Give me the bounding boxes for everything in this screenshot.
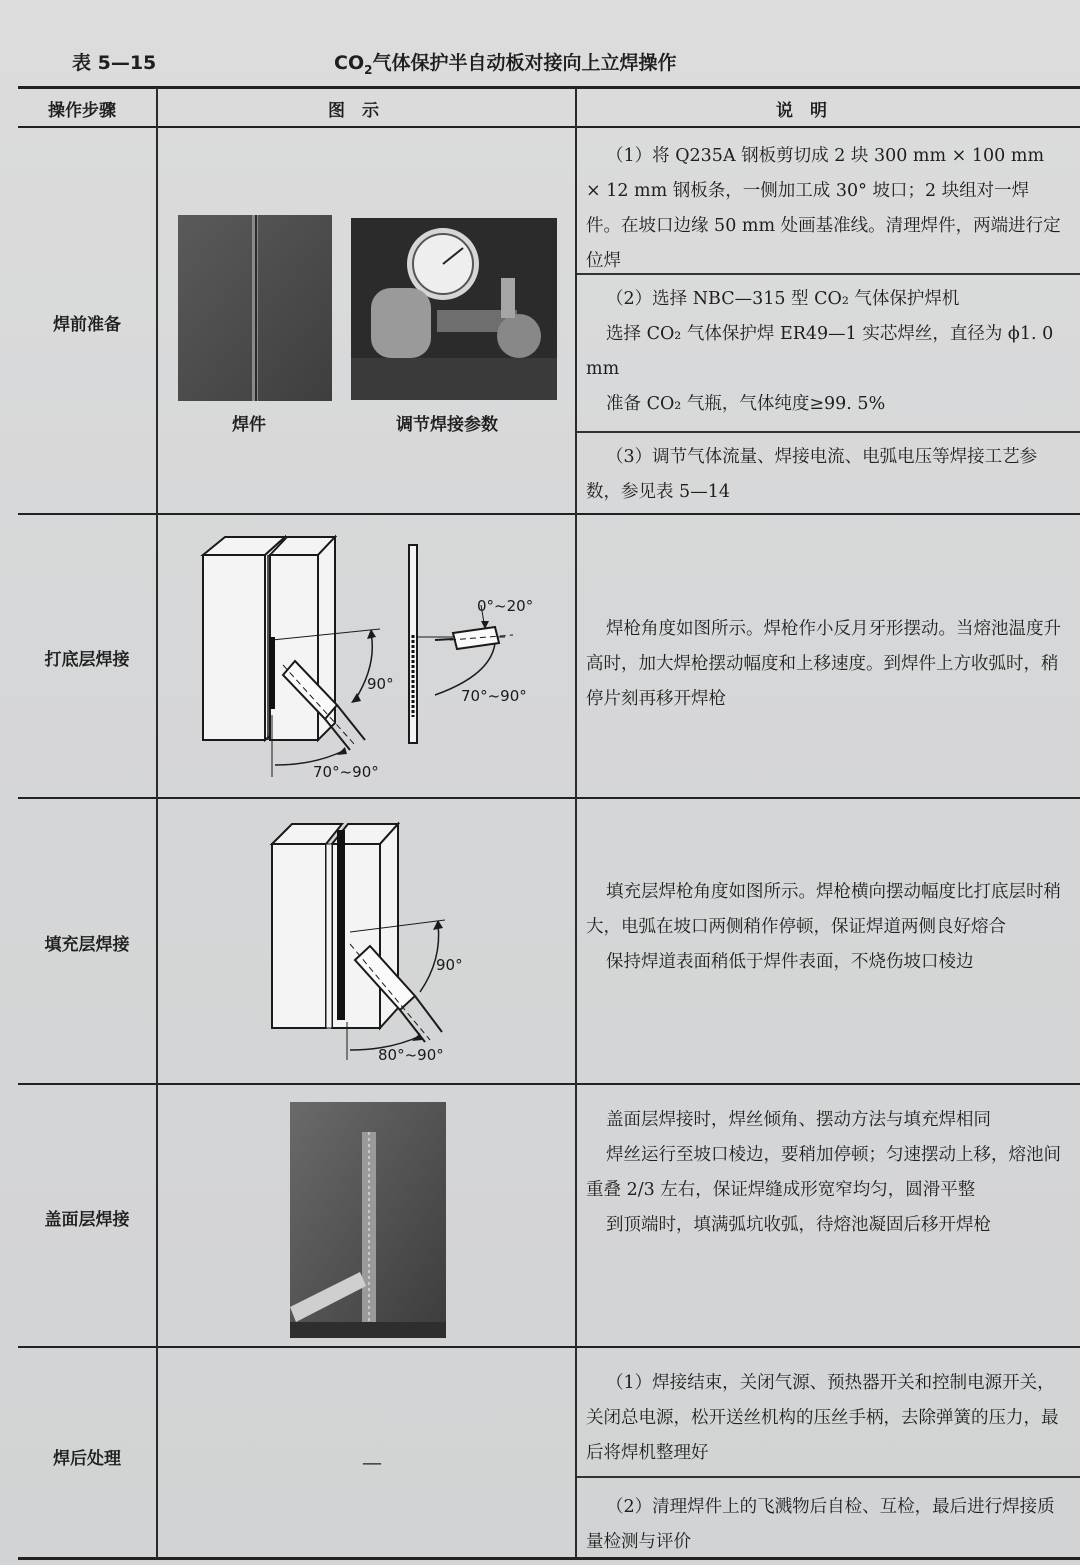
- fill-pass-diagram: [260, 810, 500, 1070]
- angle-label-70-90-bottom: 70°~90°: [313, 763, 379, 781]
- no-figure-dash: —: [362, 1450, 382, 1474]
- desc-divider-2: [577, 431, 1080, 433]
- cap-pass-photo: [290, 1102, 446, 1338]
- desc-preparation-1: （1）将 Q235A 钢板剪切成 2 块 300 mm × 100 mm × 12 mm 钢板条，一侧加工成 30° 坡口；2 块组对一焊件。在坡口边缘 50 mm 处画基准线。清理焊件，两端进行定位焊: [586, 146, 1061, 271]
- table-number: 表 5—15: [72, 52, 157, 74]
- root-pass-diagram: [195, 525, 540, 790]
- step-label-fill-pass: 填充层焊接: [44, 935, 130, 955]
- angle-label-90-root: 90°: [367, 675, 394, 693]
- column-header-step: 操作步骤: [48, 101, 116, 121]
- header-rule: [18, 126, 1080, 128]
- column-header-description: 说 明: [776, 101, 827, 121]
- table-top-rule: [18, 86, 1080, 89]
- desc-post-weld-1: （1）焊接结束，关闭气源、预热器开关和控制电源开关，关闭总电源，松开送丝机构的压丝手柄，去除弹簧的压力，最后将焊机整理好: [586, 1373, 1059, 1463]
- welder-adjust-photo: [351, 218, 557, 400]
- desc-divider-3: [577, 1476, 1080, 1478]
- row-rule-4: [18, 1346, 1080, 1348]
- table-title: $CO_2$气体保护半自动板对接向上立焊操作: [334, 52, 677, 77]
- step-label-root-pass: 打底层焊接: [44, 650, 130, 670]
- desc-fill-pass: 填充层焊枪角度如图所示。焊枪横向摆动幅度比打底层时稍大，电弧在坡口两侧稍作停顿，保证焊道两侧良好熔合 保持焊道表面稍低于焊件表面，不烧伤坡口棱边: [586, 882, 1061, 972]
- desc-root-pass: 焊枪角度如图所示。焊枪作小反月牙形摆动。当熔池温度升高时，加大焊枪摆动幅度和上移速度。到焊件上方收弧时，稍停片刻再移开焊枪: [586, 619, 1061, 709]
- angle-label-80-90: 80°~90°: [378, 1046, 444, 1064]
- caption-adjust-params: 调节焊接参数: [396, 415, 498, 435]
- column-divider-1: [156, 87, 158, 1558]
- column-divider-2: [575, 87, 577, 1558]
- step-label-cap-pass: 盖面层焊接: [44, 1210, 130, 1230]
- row-rule-2: [18, 797, 1080, 799]
- row-rule-3: [18, 1083, 1080, 1085]
- angle-label-70-90-side: 70°~90°: [461, 687, 527, 705]
- desc-preparation-2: （2）选择 NBC—315 型 CO₂ 气体保护焊机 选择 CO₂ 气体保护焊 ER49—1 实芯焊丝，直径为 ϕ1. 0 mm 准备 CO₂ 气瓶，气体纯度≥99. 5%: [586, 289, 1054, 414]
- desc-preparation-3: （3）调节气体流量、焊接电流、电弧电压等焊接工艺参数，参见表 5—14: [586, 447, 1038, 502]
- row-rule-1: [18, 513, 1080, 515]
- column-header-figure: 图 示: [328, 101, 379, 121]
- angle-label-90-fill: 90°: [436, 956, 463, 974]
- caption-workpiece: 焊件: [232, 415, 266, 435]
- desc-cap-pass: 盖面层焊接时，焊丝倾角、摆动方法与填充焊相同 焊丝运行至坡口棱边，要稍加停顿；匀速摆动上移，熔池间重叠 2/3 左右，保证焊缝成形宽窄均匀，圆滑平整 到顶端时，填满弧坑收弧，待熔池凝固后移开焊枪: [586, 1110, 1061, 1235]
- angle-label-0-20: 0°~20°: [477, 597, 534, 615]
- workpiece-photo: [178, 215, 332, 401]
- step-label-post-weld: 焊后处理: [53, 1449, 121, 1469]
- desc-post-weld-2: （2）清理焊件上的飞溅物后自检、互检，最后进行焊接质量检测与评价: [586, 1497, 1055, 1552]
- step-label-preparation: 焊前准备: [53, 315, 121, 335]
